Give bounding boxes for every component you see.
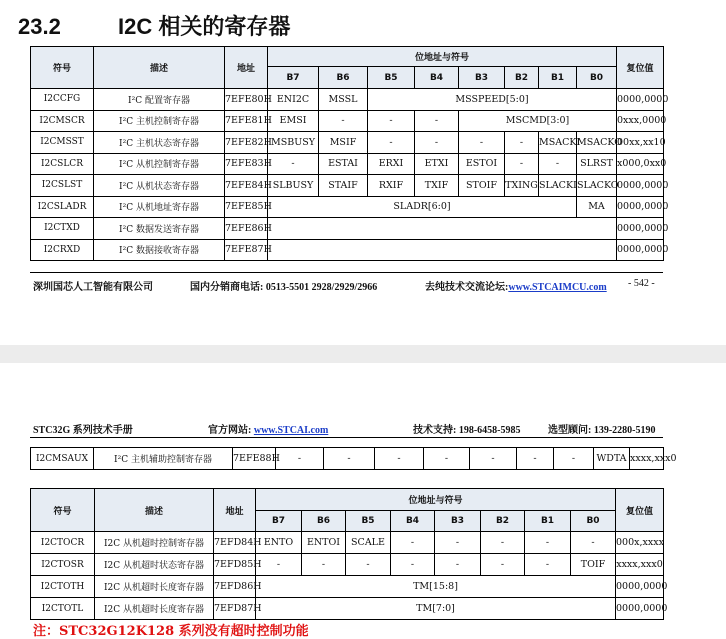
register-address: 7EFD87H: [214, 598, 256, 620]
register-address: 7EFE87H: [225, 239, 268, 261]
bit-field: MSIF: [319, 132, 368, 154]
section-number: 23.2: [18, 14, 61, 39]
register-description: I²C 主机辅助控制寄存器: [94, 448, 233, 470]
table-row: [31, 175, 664, 197]
reset-value: 0000,0000: [617, 175, 664, 197]
bit-field: -: [324, 448, 375, 470]
register-description: I²C 主机控制寄存器: [94, 110, 225, 132]
table-row: [31, 532, 664, 554]
bit-field: TXING: [505, 175, 539, 197]
register-description: I²C 从机状态寄存器: [94, 175, 225, 197]
register-address: 7EFD84H: [214, 532, 256, 554]
bit-field: ENTOI: [302, 532, 346, 554]
register-rows: [31, 89, 669, 261]
header-reset: 复位值: [617, 47, 664, 89]
bit-field: -: [505, 153, 539, 175]
bit-field: -: [415, 132, 459, 154]
aux-register-table: [30, 447, 677, 470]
register-symbol: I2CTOTH: [31, 576, 95, 598]
table-row: [31, 132, 664, 154]
bit-field: -: [256, 554, 302, 576]
bit-header: B2: [481, 511, 525, 532]
bit-header: B6: [302, 511, 346, 532]
table-row: [31, 218, 664, 240]
bit-field: -: [505, 132, 539, 154]
register-symbol: I2CRXD: [31, 239, 94, 261]
bit-field: -: [525, 554, 571, 576]
bit-field: STOIF: [459, 175, 505, 197]
header-rule: [30, 437, 663, 438]
bit-field: TM[7:0]: [256, 598, 616, 620]
bit-header: B5: [368, 67, 415, 89]
register-description: I2C 从机超时长度寄存器: [95, 598, 214, 620]
i2c-register-table: [30, 46, 669, 261]
table-row: [31, 239, 664, 261]
register-description: I2C 从机超时控制寄存器: [95, 532, 214, 554]
bit-field: SLRST: [577, 153, 617, 175]
bit-field: -: [391, 532, 435, 554]
register-address: 7EFE86H: [225, 218, 268, 240]
bit-field: -: [319, 110, 368, 132]
register-address: 7EFE80H: [225, 89, 268, 111]
register-symbol: I2CMSCR: [31, 110, 94, 132]
register-address: 7EFE85H: [225, 196, 268, 218]
header-description: 描述: [95, 489, 214, 532]
bit-header: B3: [435, 511, 481, 532]
register-description: I²C 从机控制寄存器: [94, 153, 225, 175]
reset-value: 0000,0000: [616, 598, 664, 620]
bit-field: -: [276, 448, 324, 470]
register-address: 7EFE84H: [225, 175, 268, 197]
note-text: 注：STC32G12K128 系列没有超时控制功能: [33, 624, 309, 639]
register-description: I2C 从机超时长度寄存器: [95, 576, 214, 598]
manual-title: STC32G 系列技术手册: [33, 425, 133, 436]
bit-field: -: [368, 132, 415, 154]
bit-field: RXIF: [368, 175, 415, 197]
register-description: I²C 数据发送寄存器: [94, 218, 225, 240]
header-symbol: 符号: [31, 47, 94, 89]
bit-field: -: [539, 153, 577, 175]
page-number: - 542 -: [628, 278, 655, 289]
bit-header: B7: [268, 67, 319, 89]
header-bits-title: 位地址与符号: [256, 489, 616, 511]
reset-value: 0000,0000: [617, 196, 664, 218]
bit-field: MSACKO: [577, 132, 617, 154]
register-symbol: I2CSLCR: [31, 153, 94, 175]
bit-field: MSSL: [319, 89, 368, 111]
bit-field: TOIF: [571, 554, 616, 576]
advisor-phone: 选型顾问: 139-2280-5190: [548, 425, 656, 436]
header-address: 地址: [214, 489, 256, 532]
reset-value: 0xxx,0000: [617, 110, 664, 132]
page-gap: [0, 345, 726, 363]
bit-header: B6: [319, 67, 368, 89]
header-symbol: 符号: [31, 489, 95, 532]
reset-value: xxxx,xxx0: [616, 554, 664, 576]
bit-field: -: [525, 532, 571, 554]
register-address: 7EFE81H: [225, 110, 268, 132]
register-description: I²C 从机地址寄存器: [94, 196, 225, 218]
register-symbol: I2CMSST: [31, 132, 94, 154]
register-address: 7EFD86H: [214, 576, 256, 598]
bit-field: -: [302, 554, 346, 576]
table-row: [31, 196, 664, 218]
bit-field: -: [435, 532, 481, 554]
table-row: [31, 448, 664, 470]
bit-field: ENTO: [256, 532, 302, 554]
reset-value: 00xx,xx10: [617, 132, 664, 154]
bit-header: B7: [256, 511, 302, 532]
table-row: [31, 598, 664, 620]
register-symbol: I2CTOTL: [31, 598, 95, 620]
bit-field: -: [481, 554, 525, 576]
bit-field: [268, 239, 617, 261]
bit-field: ESTOI: [459, 153, 505, 175]
timeout-rows: [31, 532, 668, 620]
bit-field: TM[15:8]: [256, 576, 616, 598]
register-address: 7EFD85H: [214, 554, 256, 576]
reset-value: 0000,0000: [617, 218, 664, 240]
register-symbol: I2CTXD: [31, 218, 94, 240]
bit-field: ENI2C: [268, 89, 319, 111]
reset-value: 0000,0000: [616, 576, 664, 598]
bit-header: B1: [539, 67, 577, 89]
bit-field: -: [554, 448, 594, 470]
bit-field: SLACKI: [539, 175, 577, 197]
bit-field: -: [346, 554, 391, 576]
register-address: 7EFE82H: [225, 132, 268, 154]
bit-field: MSSPEED[5:0]: [368, 89, 617, 111]
register-symbol: I2CTOSR: [31, 554, 95, 576]
bit-field: MSACKI: [539, 132, 577, 154]
bit-header: B0: [571, 511, 616, 532]
section-title: I2C 相关的寄存器: [118, 14, 291, 39]
reset-value: 0000,0000: [617, 89, 664, 111]
bit-field: SLBUSY: [268, 175, 319, 197]
bit-field: -: [268, 153, 319, 175]
bit-field: ESTAI: [319, 153, 368, 175]
table-row: [31, 110, 664, 132]
bit-field: MSBUSY: [268, 132, 319, 154]
bit-header: B1: [525, 511, 571, 532]
bit-field: -: [424, 448, 470, 470]
table-row: [31, 576, 664, 598]
header-address: 地址: [225, 47, 268, 89]
bit-header: B4: [415, 67, 459, 89]
bit-field: SLACKO: [577, 175, 617, 197]
reset-value: x000,0xx0: [617, 153, 664, 175]
register-symbol: I2CCFG: [31, 89, 94, 111]
register-symbol: I2CSLST: [31, 175, 94, 197]
table-row: [31, 153, 664, 175]
header-description: 描述: [94, 47, 225, 89]
footer-company: 深圳国芯人工智能有限公司: [33, 282, 153, 293]
site-link[interactable]: www.STCAI.com: [253, 425, 329, 436]
register-address: 7EFE83H: [225, 153, 268, 175]
bit-field: [268, 218, 617, 240]
bit-field: -: [517, 448, 554, 470]
bit-field: -: [375, 448, 424, 470]
aux-row: [31, 448, 677, 470]
section-heading: [18, 10, 290, 41]
forum-link[interactable]: www.STCAIMCU.com: [508, 282, 607, 293]
register-description: I2C 从机超时状态寄存器: [95, 554, 214, 576]
bit-header: B2: [505, 67, 539, 89]
bit-field: -: [481, 532, 525, 554]
site-label: 官方网站:: [208, 425, 252, 436]
bit-field: -: [415, 110, 459, 132]
bit-field: TXIF: [415, 175, 459, 197]
bit-field: MA: [577, 196, 617, 218]
footer-forum: [425, 278, 607, 293]
reset-value: 000x,xxxx: [616, 532, 664, 554]
bit-field: -: [470, 448, 517, 470]
register-description: I²C 数据接收寄存器: [94, 239, 225, 261]
header-bits-title: 位地址与符号: [268, 47, 617, 67]
reset-value: 0000,0000: [617, 239, 664, 261]
bit-header: B0: [577, 67, 617, 89]
bit-field: -: [571, 532, 616, 554]
register-symbol: I2CSLADR: [31, 196, 94, 218]
bit-field: ETXI: [415, 153, 459, 175]
bit-field: STAIF: [319, 175, 368, 197]
register-description: I²C 主机状态寄存器: [94, 132, 225, 154]
bit-field: ERXI: [368, 153, 415, 175]
bit-field: WDTA: [594, 448, 630, 470]
header-reset: 复位值: [616, 489, 664, 532]
table-row: [31, 554, 664, 576]
bit-header: B4: [391, 511, 435, 532]
table-row: [31, 89, 664, 111]
bit-field: EMSI: [268, 110, 319, 132]
footer-phone: 国内分销商电话: 0513-5501 2928/2929/2966: [190, 282, 378, 293]
bit-field: MSCMD[3:0]: [459, 110, 617, 132]
register-address: 7EFE88H: [233, 448, 276, 470]
register-description: I²C 配置寄存器: [94, 89, 225, 111]
timeout-register-table: [30, 488, 668, 620]
bit-field: -: [459, 132, 505, 154]
bit-field: -: [368, 110, 415, 132]
register-symbol: I2CMSAUX: [31, 448, 94, 470]
site-info: [208, 421, 328, 436]
footer-rule: [30, 272, 663, 273]
support-phone: 技术支持: 198-6458-5985: [413, 425, 521, 436]
bit-field: SCALE: [346, 532, 391, 554]
footer-forum-label: 去纯技术交流论坛:: [425, 282, 509, 293]
bit-header: B5: [346, 511, 391, 532]
bit-field: SLADR[6:0]: [268, 196, 577, 218]
bit-field: -: [435, 554, 481, 576]
reset-value: xxxx,xxx0: [630, 448, 664, 470]
register-symbol: I2CTOCR: [31, 532, 95, 554]
bit-header: B3: [459, 67, 505, 89]
bit-field: -: [391, 554, 435, 576]
